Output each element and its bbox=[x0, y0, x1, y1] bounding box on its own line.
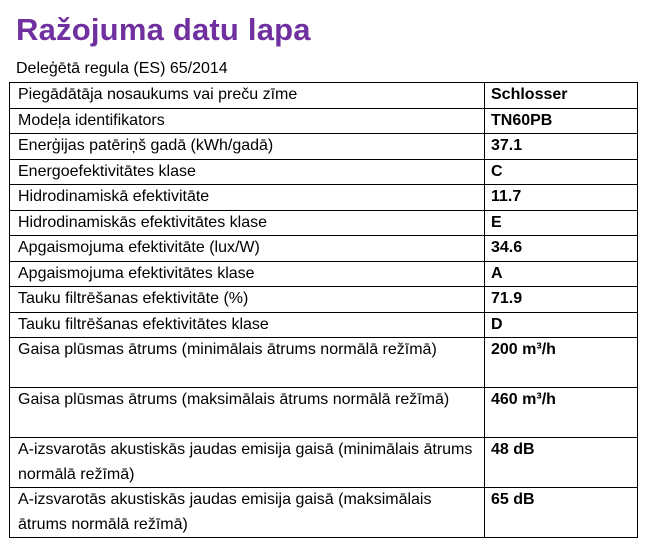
spec-value: TN60PB bbox=[485, 108, 638, 134]
spec-value: 37.1 bbox=[485, 134, 638, 160]
table-row bbox=[10, 83, 638, 109]
table-row bbox=[10, 236, 638, 262]
spec-label: Enerģijas patēriņš gadā (kWh/gadā) bbox=[10, 134, 485, 160]
spec-value: 460 m³/h bbox=[485, 388, 638, 438]
spec-label: Piegādātāja nosaukums vai preču zīme bbox=[10, 83, 485, 109]
table-row bbox=[10, 134, 638, 160]
spec-label: A-izsvarotās akustiskās jaudas emisija gaisā (minimālais ātrums normālā režīmā) bbox=[10, 438, 485, 488]
spec-value: E bbox=[485, 210, 638, 236]
spec-value: D bbox=[485, 312, 638, 338]
spec-label: Hidrodinamiskā efektivitāte bbox=[10, 185, 485, 211]
table-row bbox=[10, 210, 638, 236]
spec-value: C bbox=[485, 159, 638, 185]
table-row bbox=[10, 108, 638, 134]
spec-value: 71.9 bbox=[485, 287, 638, 313]
table-row bbox=[10, 388, 638, 438]
spec-label: Modeļa identifikators bbox=[10, 108, 485, 134]
page-title: Ražojuma datu lapa bbox=[16, 12, 311, 47]
spec-label: Apgaismojuma efektivitāte (lux/W) bbox=[10, 236, 485, 262]
spec-label: Tauku filtrēšanas efektivitāte (%) bbox=[10, 287, 485, 313]
spec-value: 34.6 bbox=[485, 236, 638, 262]
table-row bbox=[10, 261, 638, 287]
spec-label: Gaisa plūsmas ātrums (minimālais ātrums normālā režīmā) bbox=[10, 338, 485, 388]
spec-value: 11.7 bbox=[485, 185, 638, 211]
spec-value: Schlosser bbox=[485, 83, 638, 109]
product-spec-table bbox=[9, 82, 638, 538]
spec-value: 200 m³/h bbox=[485, 338, 638, 388]
spec-label: Hidrodinamiskās efektivitātes klase bbox=[10, 210, 485, 236]
spec-label: Energoefektivitātes klase bbox=[10, 159, 485, 185]
spec-label: Tauku filtrēšanas efektivitātes klase bbox=[10, 312, 485, 338]
table-row bbox=[10, 185, 638, 211]
table-row bbox=[10, 438, 638, 488]
spec-value: A bbox=[485, 261, 638, 287]
spec-label: Apgaismojuma efektivitātes klase bbox=[10, 261, 485, 287]
spec-value: 65 dB bbox=[485, 488, 638, 538]
table-row bbox=[10, 287, 638, 313]
table-row bbox=[10, 488, 638, 538]
spec-label: A-izsvarotās akustiskās jaudas emisija gaisā (maksimālais ātrums normālā režīmā) bbox=[10, 488, 485, 538]
table-row bbox=[10, 338, 638, 388]
spec-value: 48 dB bbox=[485, 438, 638, 488]
table-row bbox=[10, 159, 638, 185]
spec-label: Gaisa plūsmas ātrums (maksimālais ātrums normālā režīmā) bbox=[10, 388, 485, 438]
regulation-subtitle: Deleģētā regula (ES) 65/2014 bbox=[16, 60, 228, 77]
table-row bbox=[10, 312, 638, 338]
